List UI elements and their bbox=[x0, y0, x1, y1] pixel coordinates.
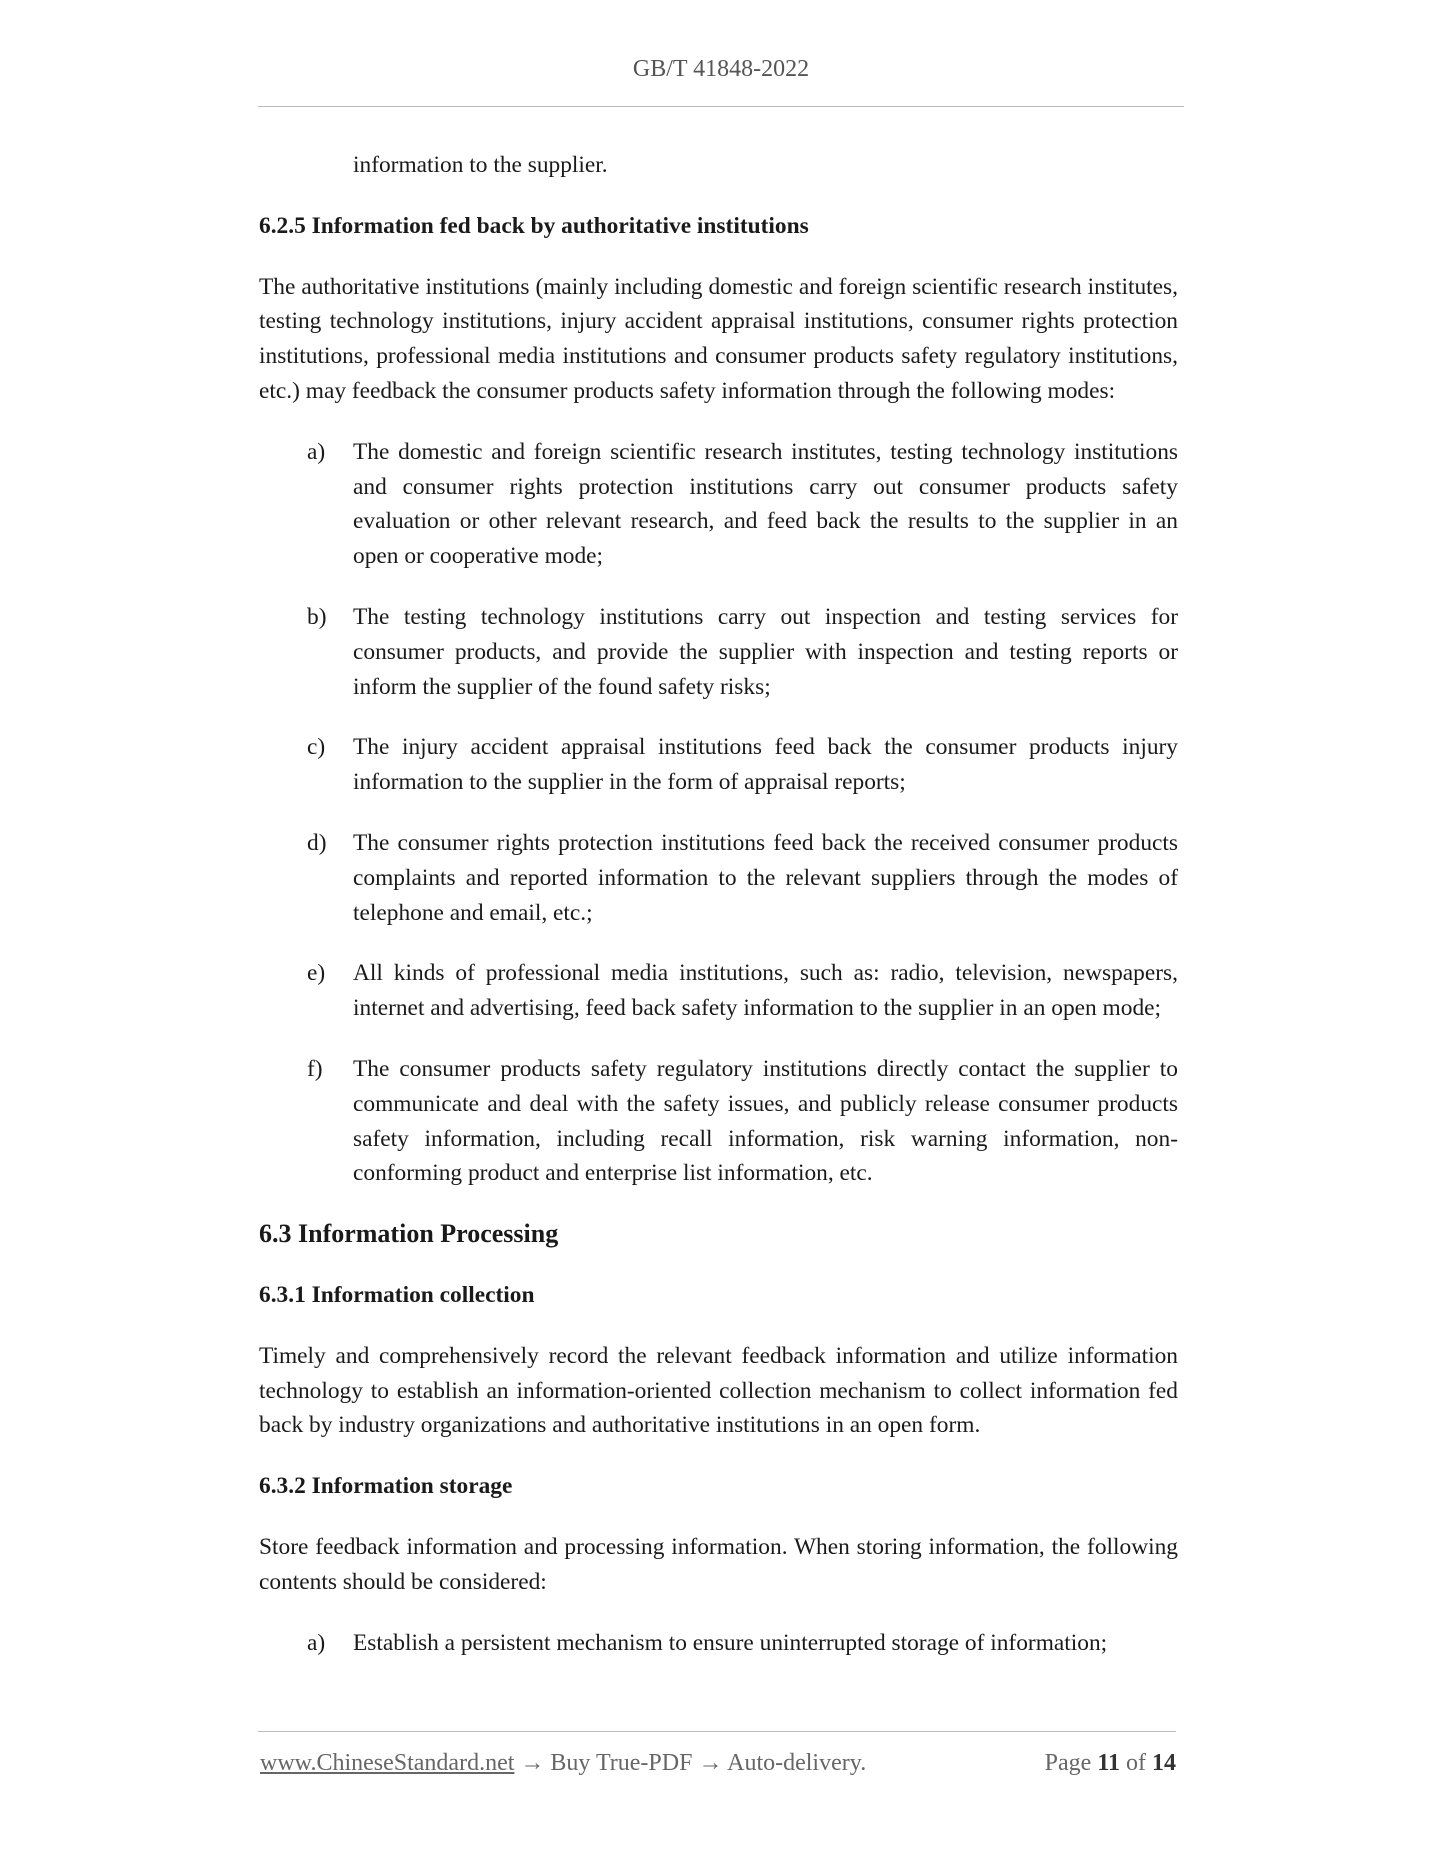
list-item bbox=[259, 1626, 1178, 1661]
list-item-letter: e) bbox=[307, 960, 326, 987]
footer-promo: → Buy True-PDF → Auto-delivery. bbox=[520, 1750, 867, 1776]
list-item bbox=[259, 1052, 1178, 1191]
section-6-2-5-heading: 6.2.5 Information fed back by authoritative institutions bbox=[259, 212, 809, 239]
list-item-text: The testing technology institutions carry out inspection and testing services for consumer products, and provide the supplier with inspection and testing reports or inform the supplier of the found safety risks; bbox=[353, 603, 1178, 700]
page-header-doc-id: GB/T 41848-2022 bbox=[632, 56, 810, 82]
list-item bbox=[259, 435, 1178, 574]
list-item-text: Establish a persistent mechanism to ensure uninterrupted storage of information; bbox=[353, 1629, 1108, 1656]
list-item-letter: a) bbox=[307, 438, 326, 465]
list-item-text: The domestic and foreign scientific research institutes, testing technology institutions and consumer rights protection institutions carry out consumer products safety evaluation or other relevant research, and feed back the results to the supplier in an open or cooperative mode; bbox=[353, 438, 1178, 570]
of-word: of bbox=[1126, 1750, 1146, 1776]
list-item-text: All kinds of professional media institutions, such as: radio, television, newspapers, internet and advertising, feed back safety information to the supplier in an open mode; bbox=[353, 960, 1178, 1022]
section-6-3-2-text: Store feedback information and processing information. When storing information, the following contents should be considered: bbox=[259, 1533, 1178, 1595]
page-number: 11 bbox=[1097, 1750, 1120, 1776]
page-content bbox=[259, 148, 1178, 1660]
list-item bbox=[259, 826, 1178, 930]
page-word: Page bbox=[1044, 1750, 1092, 1776]
list-item-text: The consumer rights protection institutions feed back the received consumer products complaints and reported information to the relevant suppliers through the modes of telephone and email, etc.; bbox=[353, 829, 1178, 926]
list-item-letter: f) bbox=[307, 1055, 323, 1082]
footer-divider bbox=[258, 1731, 1176, 1732]
section-6-3-1-heading: 6.3.1 Information collection bbox=[259, 1281, 535, 1308]
list-item-letter: c) bbox=[307, 734, 326, 761]
continued-text: information to the supplier. bbox=[353, 152, 608, 178]
list-item-text: The injury accident appraisal institutions feed back the consumer products injury information to the supplier in the form of appraisal reports; bbox=[353, 734, 1178, 796]
list-item bbox=[259, 730, 1178, 800]
list-item bbox=[259, 956, 1178, 1026]
section-6-2-5-intro: The authoritative institutions (mainly including domestic and foreign scientific research institutes, testing technology institutions, injury accident appraisal institutions, consumer rights protection institutions, professional media institutions and consumer products safety regulatory institutions, etc.) may feedback the consumer products safety information through the following modes: bbox=[259, 273, 1178, 404]
list-item-letter: d) bbox=[307, 829, 327, 856]
section-6-3-2-heading: 6.3.2 Information storage bbox=[259, 1473, 513, 1500]
section-6-3-heading: 6.3 Information Processing bbox=[259, 1219, 559, 1249]
list-item-letter: a) bbox=[307, 1629, 326, 1656]
section-6-3-1-text: Timely and comprehensively record the relevant feedback information and utilize information technology to establish an information-oriented collection mechanism to collect information fed back by industry organizations and authoritative institutions in an open form. bbox=[259, 1342, 1178, 1439]
footer-left bbox=[260, 1750, 866, 1777]
section-6-2-5-list bbox=[259, 435, 1178, 1191]
page-footer bbox=[260, 1750, 1176, 1777]
list-item bbox=[259, 600, 1178, 704]
list-item-letter: b) bbox=[307, 603, 327, 630]
page-total: 14 bbox=[1152, 1750, 1176, 1776]
site-link[interactable]: www.ChineseStandard.net bbox=[260, 1750, 515, 1776]
header-divider bbox=[258, 106, 1184, 107]
list-item-text: The consumer products safety regulatory institutions directly contact the supplier to communicate and deal with the safety issues, and publicly release consumer products safety information, including recall information, risk warning information, non-conforming product and enterprise list information, etc. bbox=[353, 1055, 1178, 1187]
page-indicator bbox=[1045, 1750, 1176, 1777]
